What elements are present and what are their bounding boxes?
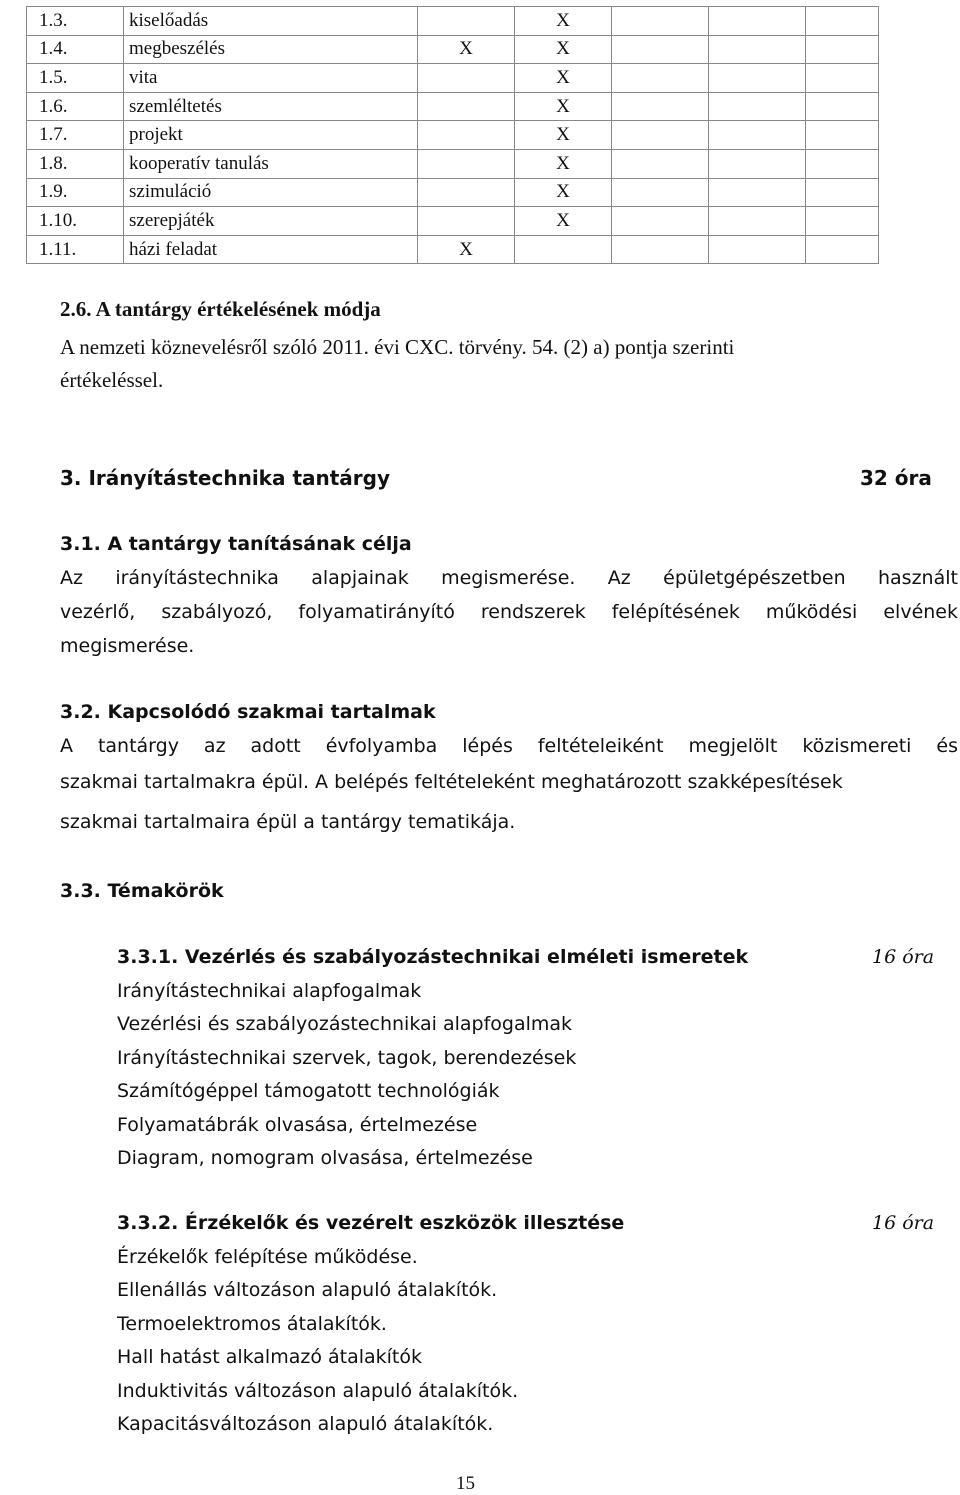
list-item: Számítógéppel támogatott technológiák xyxy=(117,1080,500,1103)
list-item: Irányítástechnikai alapfogalmak xyxy=(117,980,422,1002)
row-empty xyxy=(709,7,806,36)
row-method: szemléltetés xyxy=(124,92,418,121)
row-number: 1.9. xyxy=(27,178,124,207)
section-3-1-line3: megismerése. xyxy=(60,635,195,657)
row-mark-b xyxy=(515,235,612,264)
section-3-1-line1 xyxy=(60,567,958,589)
word: alapjainak xyxy=(311,567,409,589)
table-row xyxy=(27,149,879,178)
word: évfolyamba xyxy=(325,735,438,757)
word: rendszerek xyxy=(480,601,586,623)
row-method: projekt xyxy=(124,121,418,150)
methods-table xyxy=(26,6,879,264)
row-mark-b: X xyxy=(515,178,612,207)
table-row xyxy=(27,35,879,64)
word: az xyxy=(203,735,226,757)
row-empty xyxy=(612,64,709,93)
row-empty xyxy=(709,207,806,236)
row-empty xyxy=(806,7,879,36)
row-number: 1.4. xyxy=(27,35,124,64)
table-row xyxy=(27,121,879,150)
section-2-6-heading: 2.6. A tantárgy értékelésének módja xyxy=(60,297,381,321)
list-item: Ellenállás változáson alapuló átalakítók. xyxy=(117,1279,498,1302)
row-empty xyxy=(709,35,806,64)
row-mark-b: X xyxy=(515,64,612,93)
word: használt xyxy=(877,567,958,589)
word: közismereti xyxy=(802,735,912,757)
row-empty xyxy=(806,92,879,121)
row-mark-b: X xyxy=(515,121,612,150)
table-row xyxy=(27,235,879,264)
row-method: szerepjáték xyxy=(124,207,418,236)
row-method: megbeszélés xyxy=(124,35,418,64)
table-row xyxy=(27,92,879,121)
list-item: Induktivitás változáson alapuló átalakítók. xyxy=(117,1379,519,1402)
page-number: 15 xyxy=(456,1473,475,1494)
section-3-hours: 32 óra xyxy=(860,466,932,490)
row-empty xyxy=(612,121,709,150)
section-2-6-text-line2: értékeléssel. xyxy=(60,368,164,392)
word: tantárgy xyxy=(97,735,179,757)
row-empty xyxy=(709,121,806,150)
row-mark-a xyxy=(418,121,515,150)
row-number: 1.8. xyxy=(27,149,124,178)
word: megjelölt xyxy=(688,735,778,757)
row-number: 1.10. xyxy=(27,207,124,236)
section-2-6-text-line1: A nemzeti köznevelésről szóló 2011. évi CXC. törvény. 54. (2) a) pontja szerinti xyxy=(60,335,735,359)
row-number: 1.6. xyxy=(27,92,124,121)
row-empty xyxy=(709,235,806,264)
row-empty xyxy=(709,149,806,178)
word: működési xyxy=(765,601,858,623)
row-empty xyxy=(612,207,709,236)
topic-2-hours: 16 óra xyxy=(872,1212,935,1234)
topic-1-heading: 3.3.1. Vezérlés és szabályozástechnikai elméleti ismeretek xyxy=(117,946,749,968)
row-method: kiselőadás xyxy=(124,7,418,36)
row-mark-a xyxy=(418,7,515,36)
row-mark-a xyxy=(418,207,515,236)
row-empty xyxy=(806,121,879,150)
word: szabályozó, xyxy=(161,601,273,623)
table-row xyxy=(27,64,879,93)
row-number: 1.11. xyxy=(27,235,124,264)
row-empty xyxy=(612,35,709,64)
row-mark-b: X xyxy=(515,207,612,236)
list-item: Folyamatábrák olvasása, értelmezése xyxy=(117,1113,478,1136)
word: A xyxy=(60,735,73,757)
row-method: szimuláció xyxy=(124,178,418,207)
row-empty xyxy=(709,64,806,93)
row-empty xyxy=(709,178,806,207)
word: megismerése. xyxy=(441,567,576,589)
row-number: 1.5. xyxy=(27,64,124,93)
section-3-3-heading: 3.3. Témakörök xyxy=(60,880,224,902)
row-mark-b: X xyxy=(515,7,612,36)
row-empty xyxy=(612,178,709,207)
row-empty xyxy=(709,92,806,121)
row-empty xyxy=(806,149,879,178)
word: és xyxy=(936,735,958,757)
section-3-2-line2: szakmai tartalmakra épül. A belépés feltételeként meghatározott szakképesítések xyxy=(60,771,843,793)
row-method: vita xyxy=(124,64,418,93)
table-row xyxy=(27,207,879,236)
row-empty xyxy=(612,7,709,36)
section-3-1-heading: 3.1. A tantárgy tanításának célja xyxy=(60,533,412,555)
row-empty xyxy=(806,207,879,236)
word: Az xyxy=(60,567,83,589)
list-item: Kapacitásváltozáson alapuló átalakítók. xyxy=(117,1413,494,1435)
table-row xyxy=(27,178,879,207)
row-mark-a xyxy=(418,178,515,207)
section-3-heading: 3. Irányítástechnika tantárgy xyxy=(60,466,391,490)
topic-1-hours: 16 óra xyxy=(872,946,935,968)
table-row xyxy=(27,7,879,36)
row-mark-a: X xyxy=(418,35,515,64)
list-item: Diagram, nomogram olvasása, értelmezése xyxy=(117,1147,533,1169)
row-method: házi feladat xyxy=(124,235,418,264)
row-empty xyxy=(806,35,879,64)
row-empty xyxy=(806,178,879,207)
row-number: 1.3. xyxy=(27,7,124,36)
list-item: Hall hatást alkalmazó átalakítók xyxy=(117,1346,423,1369)
row-mark-a xyxy=(418,64,515,93)
row-mark-b: X xyxy=(515,35,612,64)
word: vezérlő, xyxy=(60,601,136,623)
section-3-2-heading: 3.2. Kapcsolódó szakmai tartalmak xyxy=(60,701,436,723)
section-3-1-line2 xyxy=(60,601,958,623)
word: felépítésének xyxy=(611,601,740,623)
row-mark-a xyxy=(418,149,515,178)
word: adott xyxy=(250,735,301,757)
list-item: Érzékelők felépítése működése. xyxy=(117,1246,418,1268)
list-item: Vezérlési és szabályozástechnikai alapfogalmak xyxy=(117,1013,573,1036)
word: Az xyxy=(607,567,631,589)
word: elvének xyxy=(883,601,958,623)
word: épületgépészetben xyxy=(663,567,846,589)
word: lépés xyxy=(462,735,513,757)
row-mark-a: X xyxy=(418,235,515,264)
row-empty xyxy=(612,235,709,264)
row-mark-b: X xyxy=(515,149,612,178)
list-item: Irányítástechnikai szervek, tagok, berendezések xyxy=(117,1046,577,1069)
row-empty xyxy=(806,64,879,93)
section-3-2-line3: szakmai tartalmaira épül a tantárgy tematikája. xyxy=(60,811,516,833)
word: folyamatirányító xyxy=(298,601,455,623)
list-item: Termoelektromos átalakítók. xyxy=(117,1312,387,1335)
section-3-2-line1 xyxy=(60,735,958,757)
word: feltételeiként xyxy=(537,735,664,757)
topic-2-heading: 3.3.2. Érzékelők és vezérelt eszközök illesztése xyxy=(117,1212,625,1234)
row-empty xyxy=(612,92,709,121)
row-method: kooperatív tanulás xyxy=(124,149,418,178)
row-number: 1.7. xyxy=(27,121,124,150)
row-mark-a xyxy=(418,92,515,121)
row-empty xyxy=(806,235,879,264)
row-empty xyxy=(612,149,709,178)
word: irányítástechnika xyxy=(115,567,279,589)
row-mark-b: X xyxy=(515,92,612,121)
